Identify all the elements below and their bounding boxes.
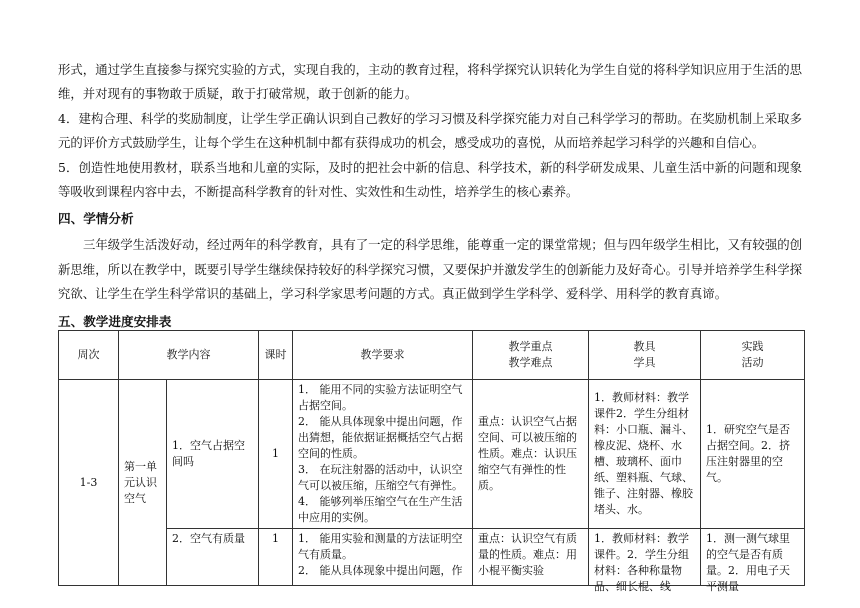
section-4-heading: 四、学情分析 (58, 211, 134, 227)
header-practice-line2: 活动 (741, 356, 764, 369)
key-points-text: 重点：认识空气有质量的性质。难点：用小棍平衡实验 (478, 532, 577, 577)
section-5-heading: 五、教学进度安排表 (58, 313, 172, 329)
week-cell: 1-3 (59, 380, 119, 586)
requirement-item: 2． 能从具体现象中提出问题，作 (298, 564, 463, 577)
header-practice-line1: 实践 (741, 340, 764, 353)
requirements-cell (293, 380, 473, 529)
key-points-cell: 重点：认识空气占据空间、可以被压缩的性质。难点：认识压缩空气有弹性的性质。 (473, 380, 589, 529)
requirement-item: 1． 能用不同的实验方法证明空气占据空间。 (298, 383, 463, 412)
requirement-item: 2． 能从具体现象中提出问题，作出猜想，能依据证据概括空气占据空间的性质。 (298, 415, 463, 460)
header-content: 教学内容 (119, 331, 259, 380)
schedule-table (58, 330, 805, 593)
header-tools (589, 331, 701, 380)
header-requirements: 教学要求 (293, 331, 473, 380)
header-practice (701, 331, 805, 380)
practice-text: 1．测一测气球里的空气是否有质量。2．用电子天平测量 (706, 532, 790, 593)
unit-cell: 第一单元认识空气 (119, 380, 167, 586)
hours-cell: 1 (259, 380, 293, 529)
header-key-line2: 教学难点 (508, 356, 553, 369)
tools-cell (589, 529, 701, 593)
key-points-cell (473, 529, 589, 586)
document-page (58, 58, 802, 336)
header-tools-line1: 教具 (633, 340, 656, 353)
tools-cell: 1．教师材料：教学课件2．学生分组材料：小口瓶、漏斗、橡皮泥、烧杯、水槽、玻璃杯、面巾纸、塑料瓶、气球、锥子、注射器、橡胶堵头、水。 (589, 380, 701, 529)
tools-text: 1．教师材料：教学课件。2．学生分组材料：各种称量物品、细长棍、线 (594, 532, 689, 593)
practice-cell (701, 529, 805, 593)
requirement-item: 4． 能够列举压缩空气在生产生活中应用的实例。 (298, 495, 463, 524)
point-5-paragraph: 5．创造性地使用教材，联系当地和儿童的实际，及时的把社会中新的信息、科学技术，新的科学研发成果、儿童生活中新的问题和现象等吸收到课程内容中去，不断提高科学教育的针对性、实效性和生动性，培养学生的核心素养。 (58, 159, 802, 200)
table-row (59, 529, 805, 586)
hours-cell (259, 529, 293, 586)
header-key-points (473, 331, 589, 380)
lesson-cell (167, 529, 259, 586)
table-header-row (59, 331, 805, 380)
header-week: 周次 (59, 331, 119, 380)
header-hours: 课时 (259, 331, 293, 380)
practice-cell: 1．研究空气是否占据空间。2．挤压注射器里的空气。 (701, 380, 805, 529)
header-key-line1: 教学重点 (508, 340, 553, 353)
lesson-cell: 1．空气占据空间吗 (167, 380, 259, 529)
section-4-body: 三年级学生活泼好动，经过两年的科学教育，具有了一定的科学思维，能尊重一定的课堂常规；但与四年级学生相比，又有较强的创新思维，所以在教学中，既要引导学生继续保持较好的科学探究习惯，又要保护并激发学生的创新能力及好奇心。引导并培养学生科学探究欲、让学生在学生科学常识的基础上，学习科学家思考问题的方式。真正做到学生学科学、爱科学、用科学的教育真谛。 (58, 237, 802, 302)
table-row (59, 380, 805, 529)
requirement-item: 3． 在玩注射器的活动中，认识空气可以被压缩，压缩空气有弹性。 (298, 463, 463, 492)
point-4-paragraph: 4．建构合理、科学的奖励制度，让学生学正确认识到自己教好的学习习惯及科学探究能力对自己科学学习的帮助。在奖励机制上采取多元的评价方式鼓励学生，让每个学生在这种机制中都有获得成功的机会，感受成功的喜悦，从而培养起学习科学的兴趣和自信心。 (58, 110, 802, 151)
header-tools-line2: 学具 (633, 356, 656, 369)
lesson-text: 2．空气有质量 (172, 532, 245, 545)
requirements-cell (293, 529, 473, 586)
hours-text: 1 (272, 532, 279, 545)
intro-paragraph-continued: 形式，通过学生直接参与探究实验的方式，实现自我的，主动的教育过程，将科学探究认识转化为学生自觉的将科学知识应用于生活的思维，并对现有的事物敢于质疑，敢于打破常规，敢于创新的能力。 (58, 62, 802, 102)
requirement-item: 1． 能用实验和测量的方法证明空气有质量。 (298, 532, 463, 561)
requirements-clip (298, 531, 467, 583)
